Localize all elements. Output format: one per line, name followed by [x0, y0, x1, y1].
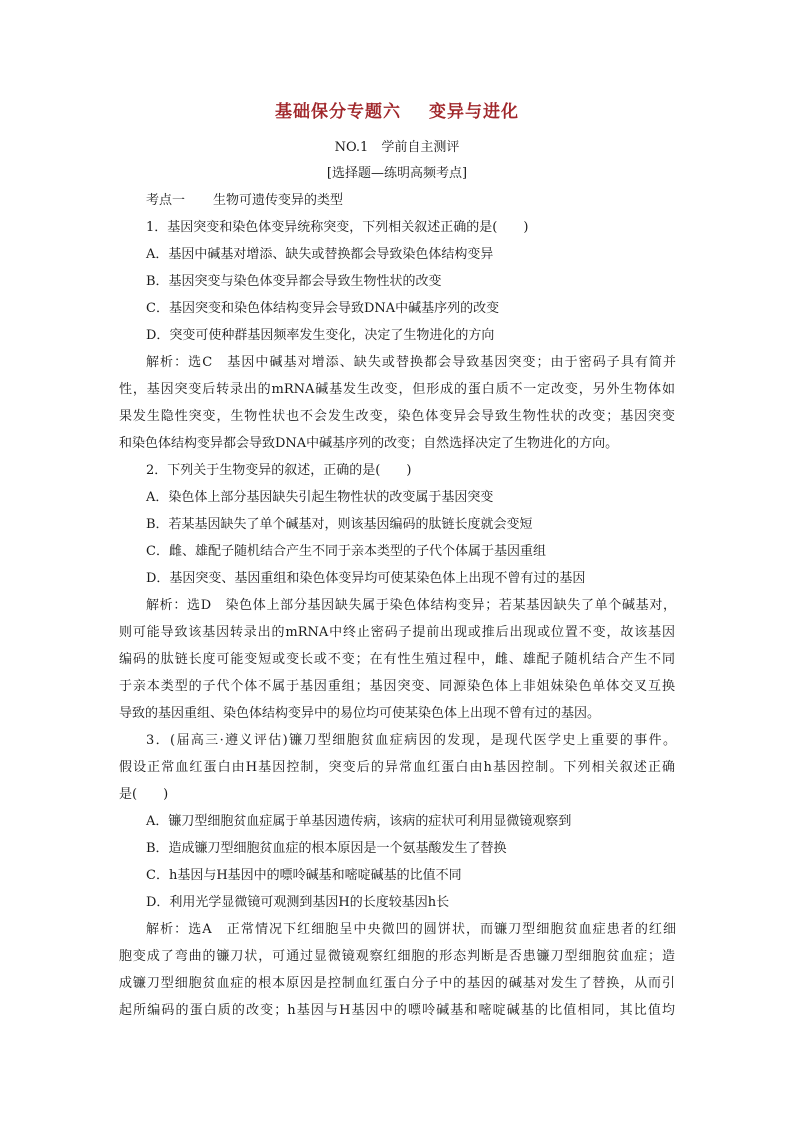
- question-1-option-d: D．突变可使种群基因频率发生变化，决定了生物进化的方向: [146, 328, 495, 343]
- question-1-option-c: C．基因突变和染色体结构变异会导致DNA中碱基序列的改变: [146, 301, 500, 316]
- question-3-analysis-line: 起所编码的蛋白质的改变；h基因与H基因中的嘌呤碱基和嘧啶碱基的比值相同，其比值均: [119, 1003, 675, 1018]
- question-3-option-d: D．利用光学显微镜可观测到基因H的长度较基因h长: [146, 895, 450, 910]
- question-3-analysis-line: 解析：选A 正常情况下红细胞呈中央微凹的圆饼状，而镰刀型细胞贫血症患者的红细: [146, 922, 676, 937]
- question-2-analysis-line: 于亲本类型的子代个体不属于基因重组；基因突变、同源染色体上非姐妹染色单体交叉互换: [119, 679, 675, 694]
- question-2-option-a: A．染色体上部分基因缺失引起生物性状的改变属于基因突变: [146, 490, 494, 505]
- question-2-analysis-line: 则可能导致该基因转录出的mRNA中终止密码子提前出现或推后出现或位置不变，故该基因: [119, 625, 675, 640]
- question-2-option-c: C．雌、雄配子随机结合产生不同于亲本类型的子代个体属于基因重组: [146, 544, 546, 559]
- title-part-2: 变异与进化: [429, 102, 519, 122]
- title-part-1: 基础保分专题六: [275, 102, 401, 122]
- question-1-stem: 1．基因突变和染色体变异统称突变，下列相关叙述正确的是( ): [146, 220, 529, 235]
- topic-label: 考点一: [146, 193, 186, 208]
- question-2-analysis-line: 编码的肽链长度可能变短或变长或不变；在有性生殖过程中，雌、雄配子随机结合产生不同: [119, 652, 675, 667]
- page-title: [0, 97, 794, 122]
- subtitle: NO.1 学前自主测评: [334, 140, 460, 155]
- question-3-stem: 3．(届高三·遵义评估)镰刀型细胞贫血症病因的发现，是现代医学史上重要的事件。: [146, 733, 676, 748]
- question-3-analysis-line: 胞变成了弯曲的镰刀状，可通过显微镜观察红细胞的形态判断是否患镰刀型细胞贫血症；造: [119, 949, 675, 964]
- question-2-analysis-line: 导致的基因重组、染色体结构变异中的易位均可使某染色体上出现不曾有过的基因。: [119, 706, 601, 721]
- question-1-analysis-line: 性，基因突变后转录出的mRNA碱基发生改变，但形成的蛋白质不一定改变，另外生物体如: [119, 382, 675, 397]
- question-3-option-a: A．镰刀型细胞贫血症属于单基因遗传病，该病的症状可利用显微镜观察到: [146, 814, 572, 829]
- topic-name: 生物可遗传变异的类型: [213, 193, 344, 208]
- question-3-stem-line: 假设正常血红蛋白由H基因控制，突变后的异常血红蛋白由h基因控制。下列相关叙述正确: [119, 760, 675, 775]
- question-2-analysis-line: 解析：选D 染色体上部分基因缺失属于染色体结构变异；若某基因缺失了单个碱基对，: [146, 598, 676, 613]
- question-1-option-b: B．基因突变与染色体变异都会导致生物性状的改变: [146, 274, 442, 289]
- question-1-analysis-line: 和染色体结构变异都会导致DNA中碱基序列的改变；自然选择决定了生物进化的方向。: [119, 436, 619, 451]
- question-1-option-a: A．基因中碱基对增添、缺失或替换都会导致染色体结构变异: [146, 247, 494, 262]
- question-1-analysis-line: 果发生隐性突变，生物性状也不会发生改变，染色体变异会导致生物性状的改变；基因突变: [119, 409, 675, 424]
- question-2-option-d: D．基因突变、基因重组和染色体变异均可使某染色体上出现不曾有过的基因: [146, 571, 586, 586]
- question-3-option-b: B．造成镰刀型细胞贫血症的根本原因是一个氨基酸发生了替换: [146, 841, 507, 856]
- question-3-option-c: C．h基因与H基因中的嘌呤碱基和嘧啶碱基的比值不同: [146, 868, 462, 883]
- question-3-analysis-line: 成镰刀型细胞贫血症的根本原因是控制血红蛋白分子中的基因的碱基对发生了替换，从而引: [119, 976, 675, 991]
- question-2-stem: 2．下列关于生物变异的叙述，正确的是( ): [146, 463, 412, 478]
- topic-heading: [146, 189, 343, 208]
- section-label: [选择题—练明高频考点]: [326, 166, 468, 181]
- question-1-analysis-line: 解析：选C 基因中碱基对增添、缺失或替换都会导致基因突变；由于密码子具有简并: [146, 355, 676, 370]
- question-3-stem-line: 是( ): [119, 787, 169, 802]
- question-2-option-b: B．若某基因缺失了单个碱基对，则该基因编码的肽链长度就会变短: [146, 517, 533, 532]
